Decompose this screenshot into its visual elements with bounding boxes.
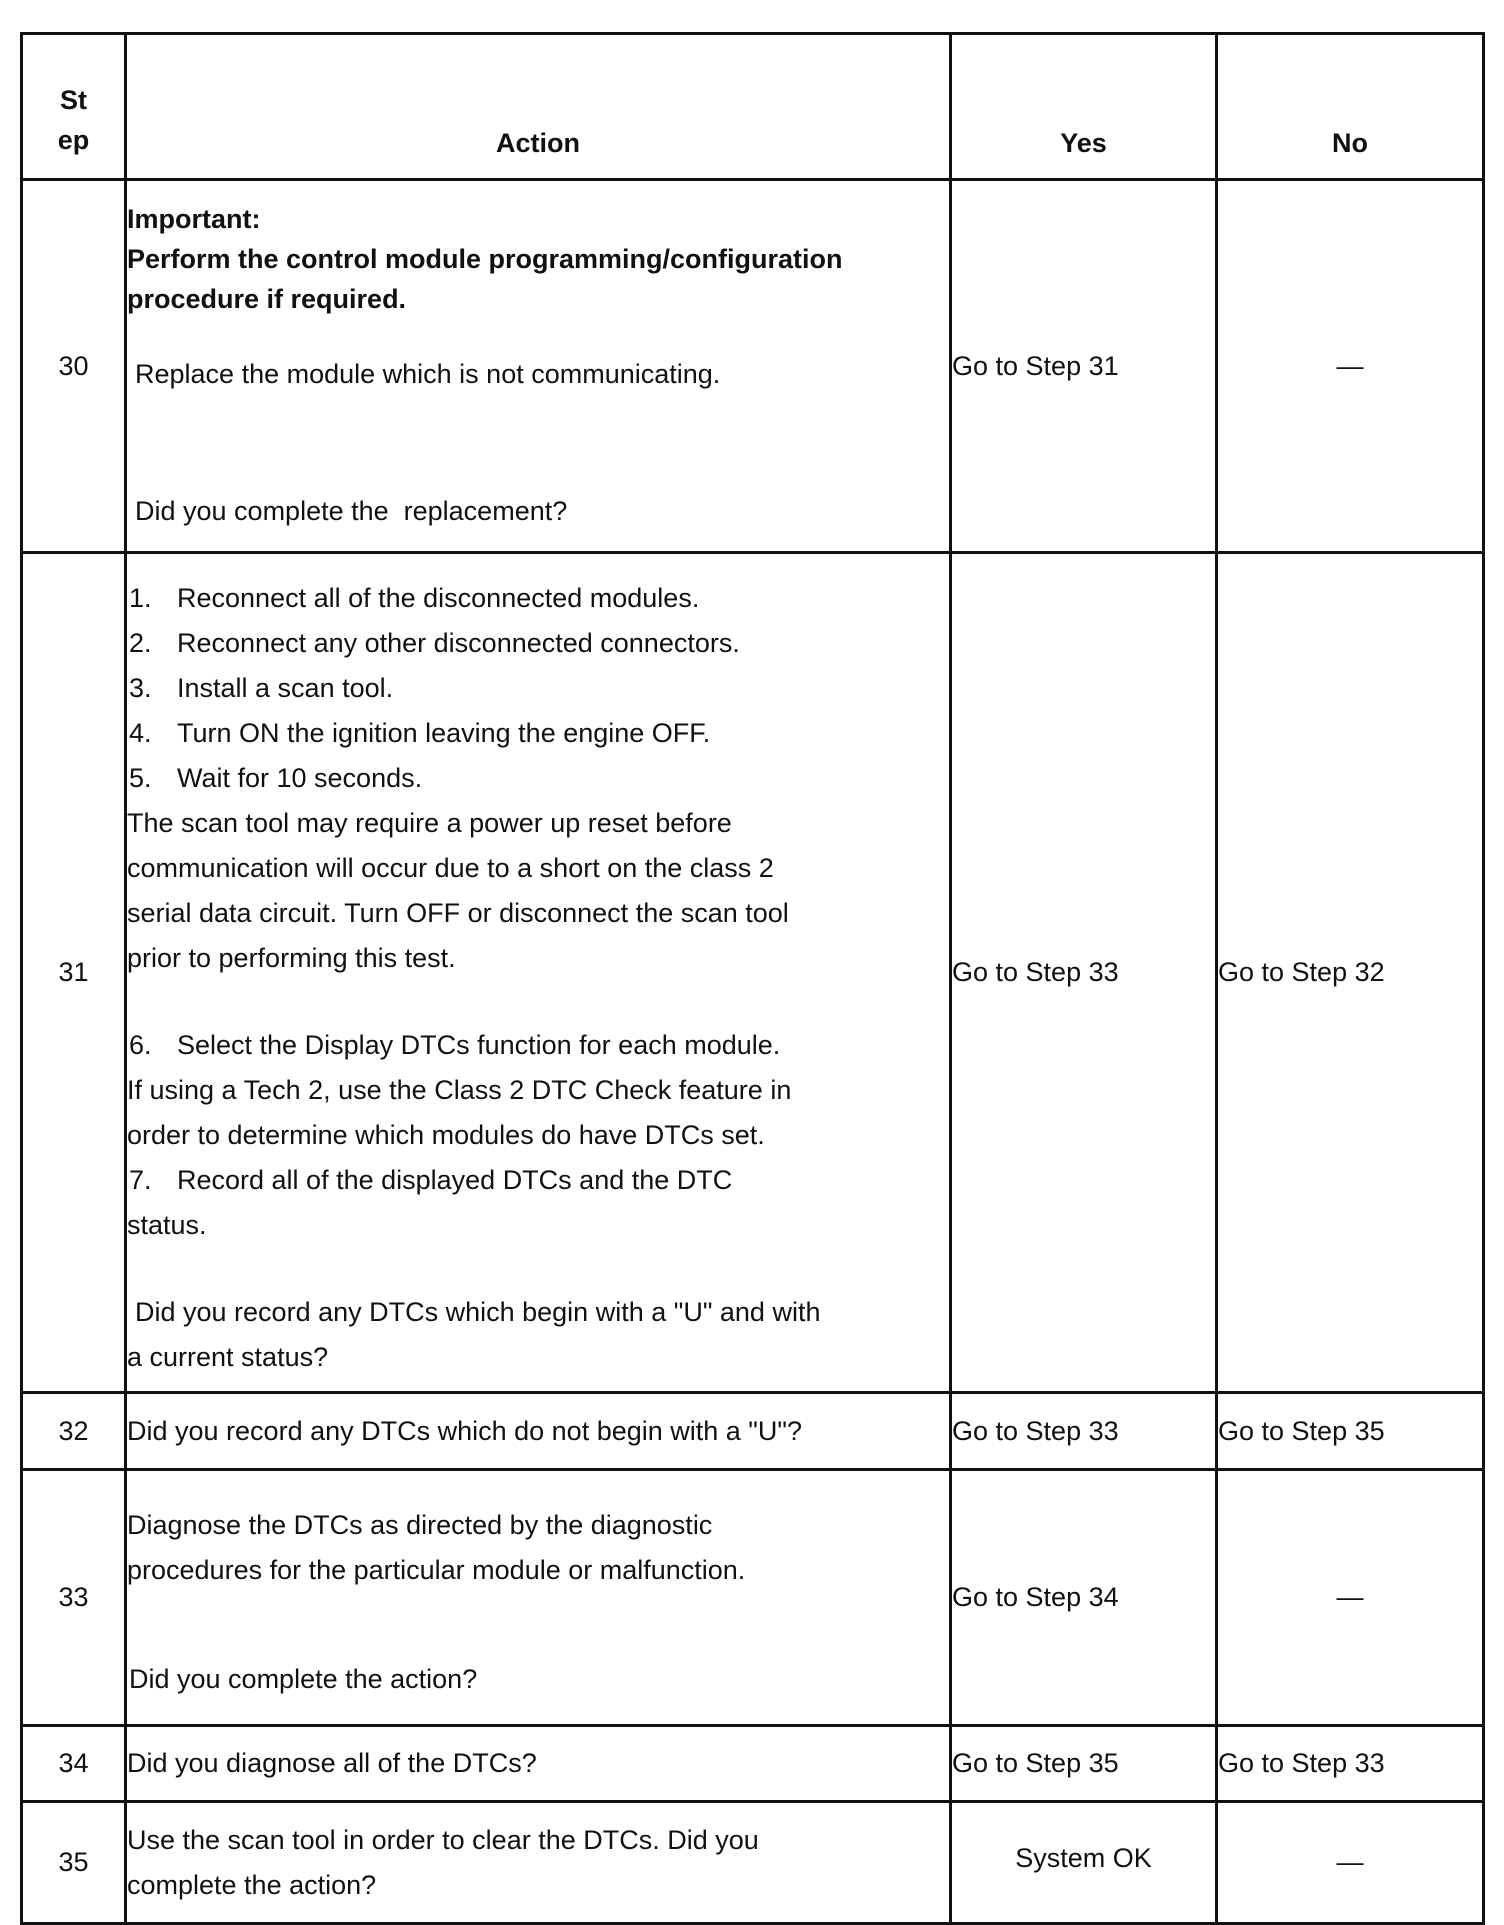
table-row: [22, 1393, 1484, 1470]
question-text: Use the scan tool in order to clear the DTCs. Did you: [127, 1824, 759, 1855]
action-cell: [126, 553, 951, 1393]
diagnostic-table: [20, 32, 1485, 1925]
no-cell: Go to Step 33: [1217, 1726, 1484, 1802]
list-item: 7. Record all of the displayed DTCs and the DTC: [129, 1164, 733, 1195]
question-text: Did you complete the replacement?: [135, 495, 568, 526]
question-text: a current status?: [127, 1341, 329, 1372]
list-item: 5. Wait for 10 seconds.: [129, 762, 423, 793]
action-cell: [126, 1726, 951, 1802]
table-row: [22, 1726, 1484, 1802]
step-number: 31: [22, 553, 126, 1393]
no-cell: Go to Step 32: [1217, 553, 1484, 1393]
yes-cell: Go to Step 35: [951, 1726, 1217, 1802]
header-yes: Yes: [951, 34, 1217, 180]
step-number: 33: [22, 1470, 126, 1726]
no-cell: —: [1217, 1802, 1484, 1924]
tech2-text: order to determine which modules do have DTCs set.: [127, 1119, 765, 1150]
step-number: 34: [22, 1726, 126, 1802]
note-text: communication will occur due to a short on the class 2: [127, 852, 774, 883]
no-cell: Go to Step 35: [1217, 1393, 1484, 1470]
yes-cell: Go to Step 31: [951, 180, 1217, 553]
step-number: 32: [22, 1393, 126, 1470]
yes-cell: Go to Step 33: [951, 553, 1217, 1393]
question-text: Did you record any DTCs which do not begin with a "U"?: [127, 1415, 802, 1446]
step-number: 30: [22, 180, 126, 553]
no-cell: —: [1217, 180, 1484, 553]
table-header-row: [22, 34, 1484, 180]
table-row: [22, 1470, 1484, 1726]
note-text: serial data circuit. Turn OFF or disconnect the scan tool: [127, 897, 789, 928]
action-cell: [126, 180, 951, 553]
header-action: Action: [126, 34, 951, 180]
yes-cell: Go to Step 33: [951, 1393, 1217, 1470]
no-cell: —: [1217, 1470, 1484, 1726]
list-item: 6. Select the Display DTCs function for each module.: [129, 1029, 781, 1060]
action-cell: [126, 1470, 951, 1726]
action-cell: [126, 1802, 951, 1924]
important-label: Important:: [127, 203, 261, 234]
instruction-text: Replace the module which is not communicating.: [135, 358, 721, 389]
question-text: Did you record any DTCs which begin with a "U" and with: [135, 1296, 821, 1327]
question-text: Did you diagnose all of the DTCs?: [127, 1748, 537, 1778]
list-item: 2. Reconnect any other disconnected connectors.: [129, 627, 740, 658]
important-text: Perform the control module programming/configuration: [127, 243, 843, 274]
question-text: Did you complete the action?: [129, 1664, 478, 1694]
note-text: prior to performing this test.: [127, 942, 456, 973]
tech2-text: If using a Tech 2, use the Class 2 DTC Check feature in: [127, 1074, 792, 1105]
yes-cell: System OK: [951, 1802, 1217, 1924]
list-item: 4. Turn ON the ignition leaving the engine OFF.: [129, 717, 711, 748]
instruction-text: Diagnose the DTCs as directed by the diagnostic: [127, 1510, 713, 1540]
question-text: complete the action?: [127, 1869, 377, 1900]
header-no: No: [1217, 34, 1484, 180]
important-text: procedure if required.: [127, 283, 407, 314]
yes-cell: Go to Step 34: [951, 1470, 1217, 1726]
instruction-text: procedures for the particular module or malfunction.: [127, 1555, 746, 1585]
note-text: The scan tool may require a power up reset before: [127, 807, 732, 838]
step-number: 35: [22, 1802, 126, 1924]
table-row: [22, 180, 1484, 553]
table-row: [22, 1802, 1484, 1924]
action-cell: [126, 1393, 951, 1470]
list-item-continuation: status.: [127, 1209, 207, 1240]
header-step: St ep: [22, 34, 126, 180]
list-item: 1. Reconnect all of the disconnected modules.: [129, 582, 700, 613]
list-item: 3. Install a scan tool.: [129, 672, 394, 703]
table-row: [22, 553, 1484, 1393]
